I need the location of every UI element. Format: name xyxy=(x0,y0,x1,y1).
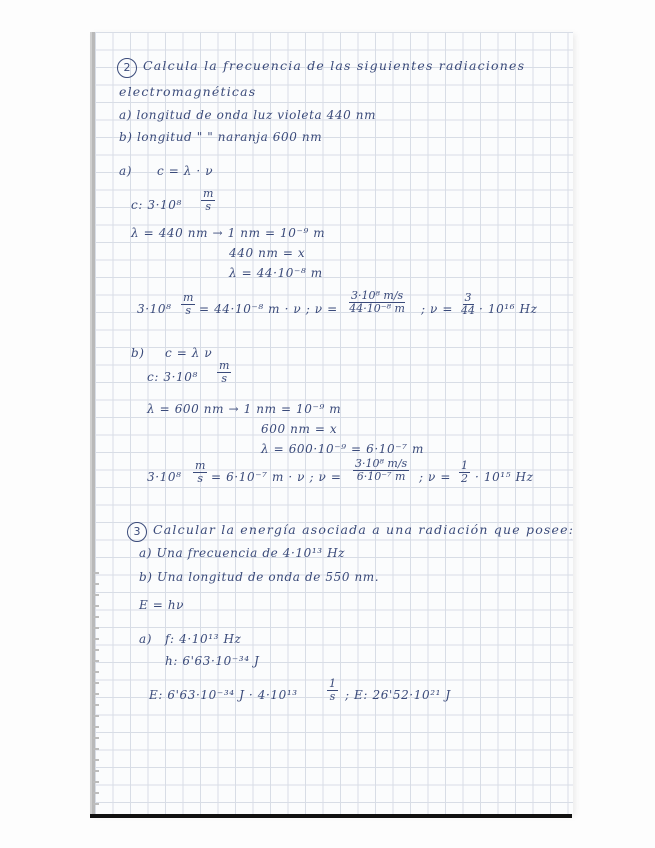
question-number-2: 2 xyxy=(117,58,137,78)
unit-numerator: m xyxy=(195,459,206,472)
q2-item-a: a) longitud de onda luz violeta 440 nm xyxy=(119,108,377,122)
unit-denominator: s xyxy=(185,304,192,317)
scan-edge xyxy=(90,814,572,818)
q2-sol-a-eq-left: 3·10⁸ xyxy=(137,302,172,316)
q2-sol-a-conv2: 440 nm = x xyxy=(229,246,306,260)
q3-sol-a-frequency: f: 4·10¹³ Hz xyxy=(165,632,242,646)
fraction-numerator: 1 xyxy=(461,459,468,472)
q2-sol-b-eq-fraction xyxy=(353,458,409,483)
fraction-numerator: 3 xyxy=(464,291,472,304)
q2-sol-b-conv3: λ = 600·10⁻⁹ = 6·10⁻⁷ m xyxy=(261,442,424,456)
q2-sol-b-label: b) xyxy=(131,346,145,360)
q2-sol-b-eq-sep: ; ν = xyxy=(419,470,452,484)
q2-sol-a-result: · 10¹⁶ Hz xyxy=(479,302,538,316)
q2-sol-b-result-fraction xyxy=(459,460,470,485)
question-number-3: 3 xyxy=(127,522,147,542)
fraction-denominator: s xyxy=(329,690,336,703)
q3-sol-a-label: a) xyxy=(139,632,153,646)
q2-sol-b-formula: c = λ ν xyxy=(165,346,213,360)
q2-sol-a-label: a) xyxy=(119,164,133,178)
unit-denominator: s xyxy=(205,200,212,213)
unit-denominator: s xyxy=(197,472,204,485)
fraction-denominator: 44 xyxy=(461,304,475,317)
margin-holes xyxy=(93,572,99,812)
fraction-denominator: 6·10⁻⁷ m xyxy=(356,470,406,483)
q2-sol-a-conv1: λ = 440 nm → 1 nm = 10⁻⁹ m xyxy=(131,226,326,240)
q2-sol-a-eq-mid: = 44·10⁻⁸ m · ν ; ν = xyxy=(199,302,338,316)
q3-item-a: a) Una frecuencia de 4·10¹³ Hz xyxy=(139,546,346,560)
q3-title: Calcular la energía asociada a una radiación que posee: xyxy=(153,522,575,537)
q3-formula: E = hν xyxy=(139,598,185,612)
q3-sol-a-planck: h: 6'63·10⁻³⁴ J xyxy=(165,654,260,668)
q2-title-line2: electromagnéticas xyxy=(119,84,257,99)
fraction-denominator: 2 xyxy=(461,472,468,485)
q3-sol-a-eq-left: E: 6'63·10⁻³⁴ J · 4·10¹³ xyxy=(149,688,298,702)
q2-sol-a-eq-fraction xyxy=(349,290,405,315)
q2-sol-a-c-unit xyxy=(201,188,215,213)
q2-title-line1: Calcula la frecuencia de las siguientes radiaciones xyxy=(143,58,526,73)
q2-sol-b-result: · 10¹⁵ Hz xyxy=(475,470,534,484)
q2-sol-b-eq-mid: = 6·10⁻⁷ m · ν ; ν = xyxy=(211,470,342,484)
q2-item-b: b) longitud " " naranja 600 nm xyxy=(119,130,323,144)
q2-sol-a-conv3: λ = 44·10⁻⁸ m xyxy=(229,266,323,280)
q2-sol-a-c-value: c: 3·10⁸ xyxy=(131,198,182,212)
q2-sol-b-eq-unit xyxy=(193,460,207,485)
q3-sol-a-eq-unit xyxy=(327,678,338,703)
q2-sol-b-conv2: 600 nm = x xyxy=(261,422,338,436)
q2-sol-b-c-value: c: 3·10⁸ xyxy=(147,370,198,384)
unit-denominator: s xyxy=(221,372,228,385)
q2-sol-a-formula: c = λ · ν xyxy=(157,164,214,178)
fraction-numerator: 3·10⁸ m/s xyxy=(355,457,408,470)
q2-sol-b-conv1: λ = 600 nm → 1 nm = 10⁻⁹ m xyxy=(147,402,342,416)
q2-sol-a-eq-unit xyxy=(181,292,195,317)
fraction-numerator: 3·10⁸ m/s xyxy=(351,289,404,302)
q2-sol-a-result-fraction xyxy=(461,292,475,317)
fraction-denominator: 44·10⁻⁸ m xyxy=(349,302,405,315)
unit-numerator: m xyxy=(183,291,194,304)
unit-numerator: m xyxy=(203,187,214,200)
q3-sol-a-result: ; E: 26'52·10²¹ J xyxy=(345,688,451,702)
q2-sol-a-eq-sep: ; ν = xyxy=(421,302,454,316)
q3-item-b: b) Una longitud de onda de 550 nm. xyxy=(139,570,380,584)
q2-sol-b-c-unit xyxy=(217,360,231,385)
q2-sol-b-eq-left: 3·10⁸ xyxy=(147,470,182,484)
unit-numerator: m xyxy=(219,359,230,372)
fraction-numerator: 1 xyxy=(329,677,336,690)
notebook-page xyxy=(92,32,573,814)
